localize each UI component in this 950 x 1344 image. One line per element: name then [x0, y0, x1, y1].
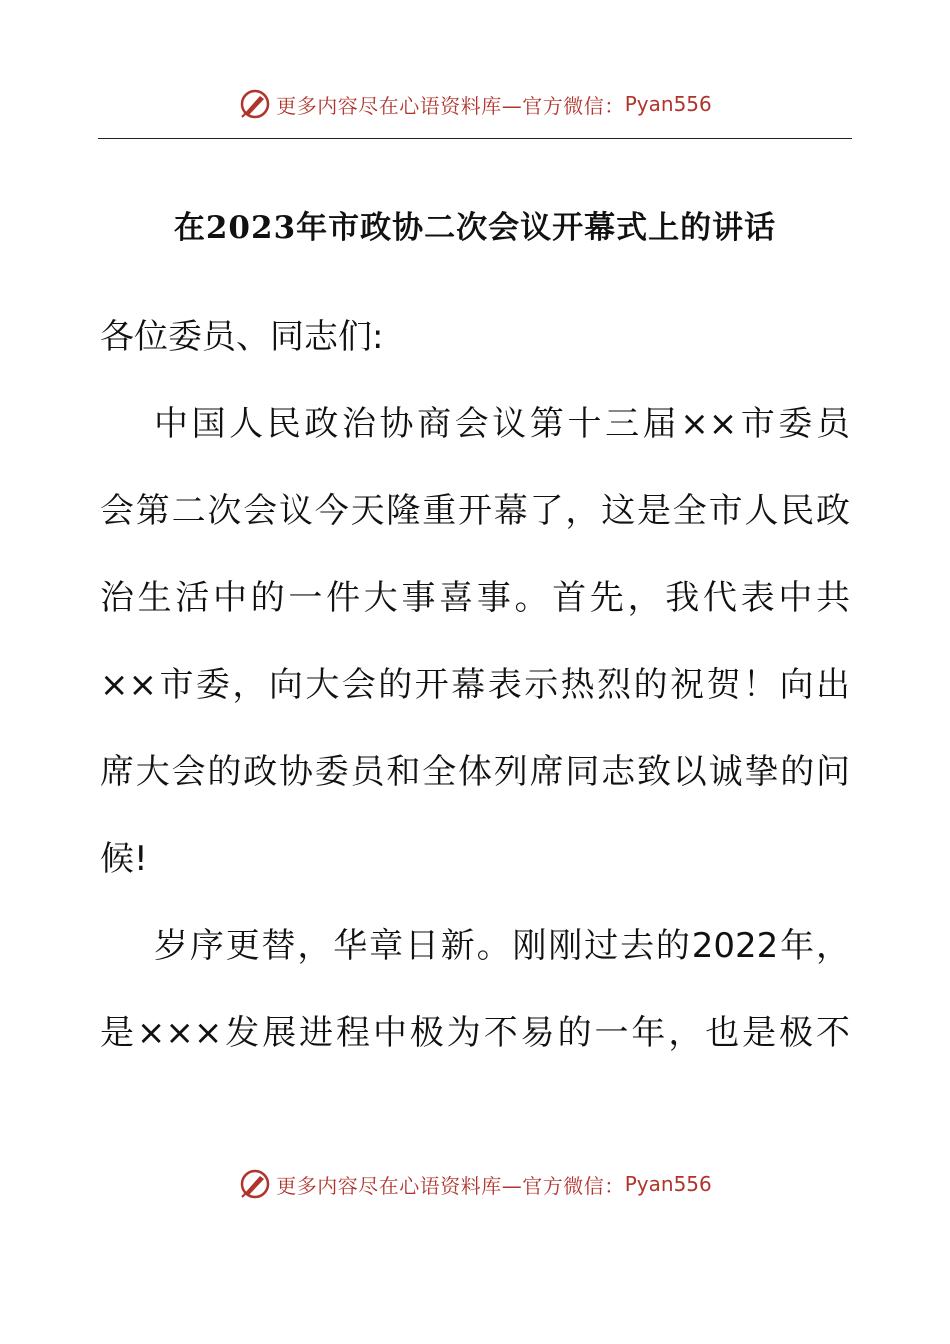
paragraph-line: 席大会的政协委员和全体列席同志致以诚挚的问: [100, 752, 850, 792]
paragraph-line: ××市委，向大会的开幕表示热烈的祝贺！向出: [100, 665, 850, 705]
paragraph-line: 治生活中的一件大事喜事。首先，我代表中共: [100, 578, 850, 618]
paragraph-line: 中国人民政治协商会议第十三届××市委员: [154, 404, 850, 444]
header-divider: [98, 138, 852, 139]
footer-banner: [0, 1162, 950, 1206]
header-banner: [0, 82, 950, 126]
header-banner-text: 更多内容尽在心语资料库—官方微信：: [276, 93, 625, 118]
header-contact: Pyan556: [624, 92, 712, 116]
pen-circle-logo-icon: [238, 87, 272, 121]
paragraph-line: 是×××发展进程中极为不易的一年，也是极不: [100, 1013, 850, 1053]
document-body: [100, 301, 850, 1084]
paragraph-line: 候!: [100, 839, 148, 879]
pen-circle-logo-icon: [238, 1167, 272, 1201]
footer-banner-text: 更多内容尽在心语资料库—官方微信：: [276, 1173, 625, 1198]
salutation: 各位委员、同志们:: [100, 317, 384, 357]
paragraph-line: 岁序更替，华章日新。刚刚过去的2022年，: [154, 926, 850, 966]
document-title: 在2023年市政协二次会议开幕式上的讲话: [173, 210, 777, 246]
footer-contact: Pyan556: [624, 1172, 712, 1196]
paragraph-line: 会第二次会议今天隆重开幕了，这是全市人民政: [100, 491, 850, 531]
